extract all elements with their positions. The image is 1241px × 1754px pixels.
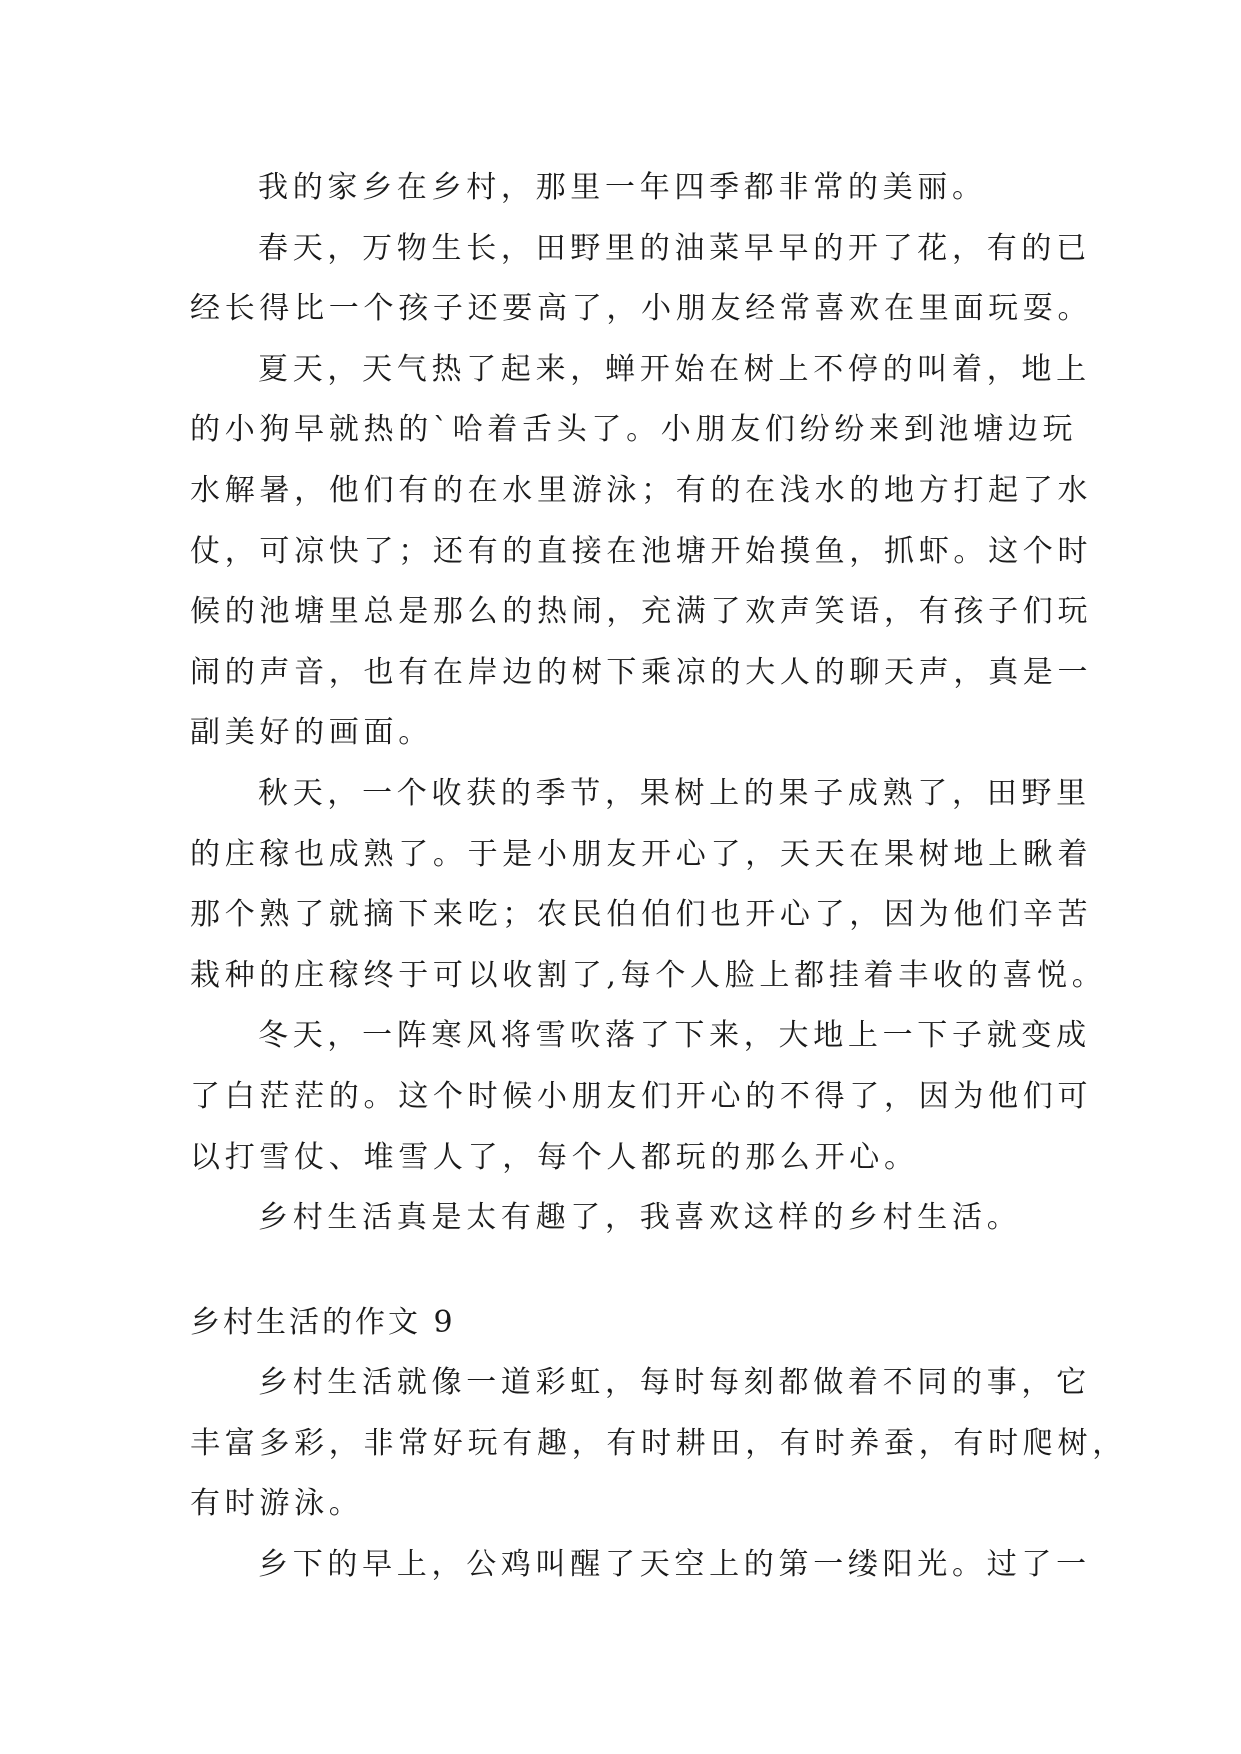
text-line: 夏天，天气热了起来，蝉开始在树上不停的叫着，地上 (258, 351, 1091, 387)
section-spacer (190, 1249, 1070, 1293)
text-line: 冬天，一阵寒风将雪吹落了下来，大地上一下子就变成 (258, 1018, 1091, 1054)
text-line: 秋天，一个收获的季节，果树上的果子成熟了，田野里 (258, 775, 1091, 811)
essay-heading: 乡村生活的作文 9 (190, 1304, 456, 1340)
text-line: 乡村生活真是太有趣了，我喜欢这样的乡村生活。 (258, 1200, 1022, 1236)
text-line: 丰富多彩，非常好玩有趣，有时耕田，有时养蚕，有时爬树， (190, 1425, 1127, 1461)
text-line: 经长得比一个孩子还要高了，小朋友经常喜欢在里面玩耍。 (190, 291, 1093, 327)
text-line: 那个熟了就摘下来吃；农民伯伯们也开心了，因为他们辛苦 (190, 897, 1093, 933)
text-line: 乡村生活就像一道彩虹，每时每刻都做着不同的事，它 (258, 1365, 1091, 1401)
text-line: 候的池塘里总是那么的热闹，充满了欢声笑语，有孩子们玩 (190, 594, 1093, 630)
text-line: 仗，可凉快了；还有的直接在池塘开始摸鱼，抓虾。这个时 (190, 533, 1093, 569)
paragraph-winter (190, 1006, 1093, 1188)
text-line: 春天，万物生长，田野里的油菜早早的开了花，有的已 (258, 230, 1091, 266)
paragraph-spring (190, 219, 1093, 340)
text-line: 水解暑，他们有的在水里游泳；有的在浅水的地方打起了水 (190, 472, 1093, 508)
paragraph-morning (190, 1535, 1091, 1596)
paragraph-summer (190, 340, 1093, 764)
paragraph-autumn (190, 764, 1107, 1006)
text-line: 乡下的早上，公鸡叫醒了天空上的第一缕阳光。过了一 (258, 1547, 1091, 1583)
paragraph-hometown-intro (190, 158, 1070, 219)
text-line: 我的家乡在乡村，那里一年四季都非常的美丽。 (258, 170, 987, 205)
text-line: 的庄稼也成熟了。于是小朋友开心了，天天在果树地上瞅着 (190, 836, 1093, 872)
text-line: 栽种的庄稼终于可以收割了,每个人脸上都挂着丰收的喜悦。 (190, 957, 1107, 993)
paragraph-conclusion (190, 1188, 1070, 1249)
text-line: 副美好的画面。 (190, 715, 433, 751)
text-line: 了白茫茫的。这个时候小朋友们开心的不得了，因为他们可 (190, 1078, 1093, 1114)
text-line: 闹的声音，也有在岸边的树下乘凉的大人的聊天声，真是一 (190, 654, 1093, 690)
text-line: 以打雪仗、堆雪人了，每个人都玩的那么开心。 (190, 1139, 919, 1175)
text-line: 的小狗早就热的`哈着舌头了。小朋友们纷纷来到池塘边玩 (190, 412, 1078, 448)
document-page (190, 158, 1127, 1596)
paragraph-rainbow (190, 1353, 1127, 1535)
text-line: 有时游泳。 (190, 1486, 364, 1522)
